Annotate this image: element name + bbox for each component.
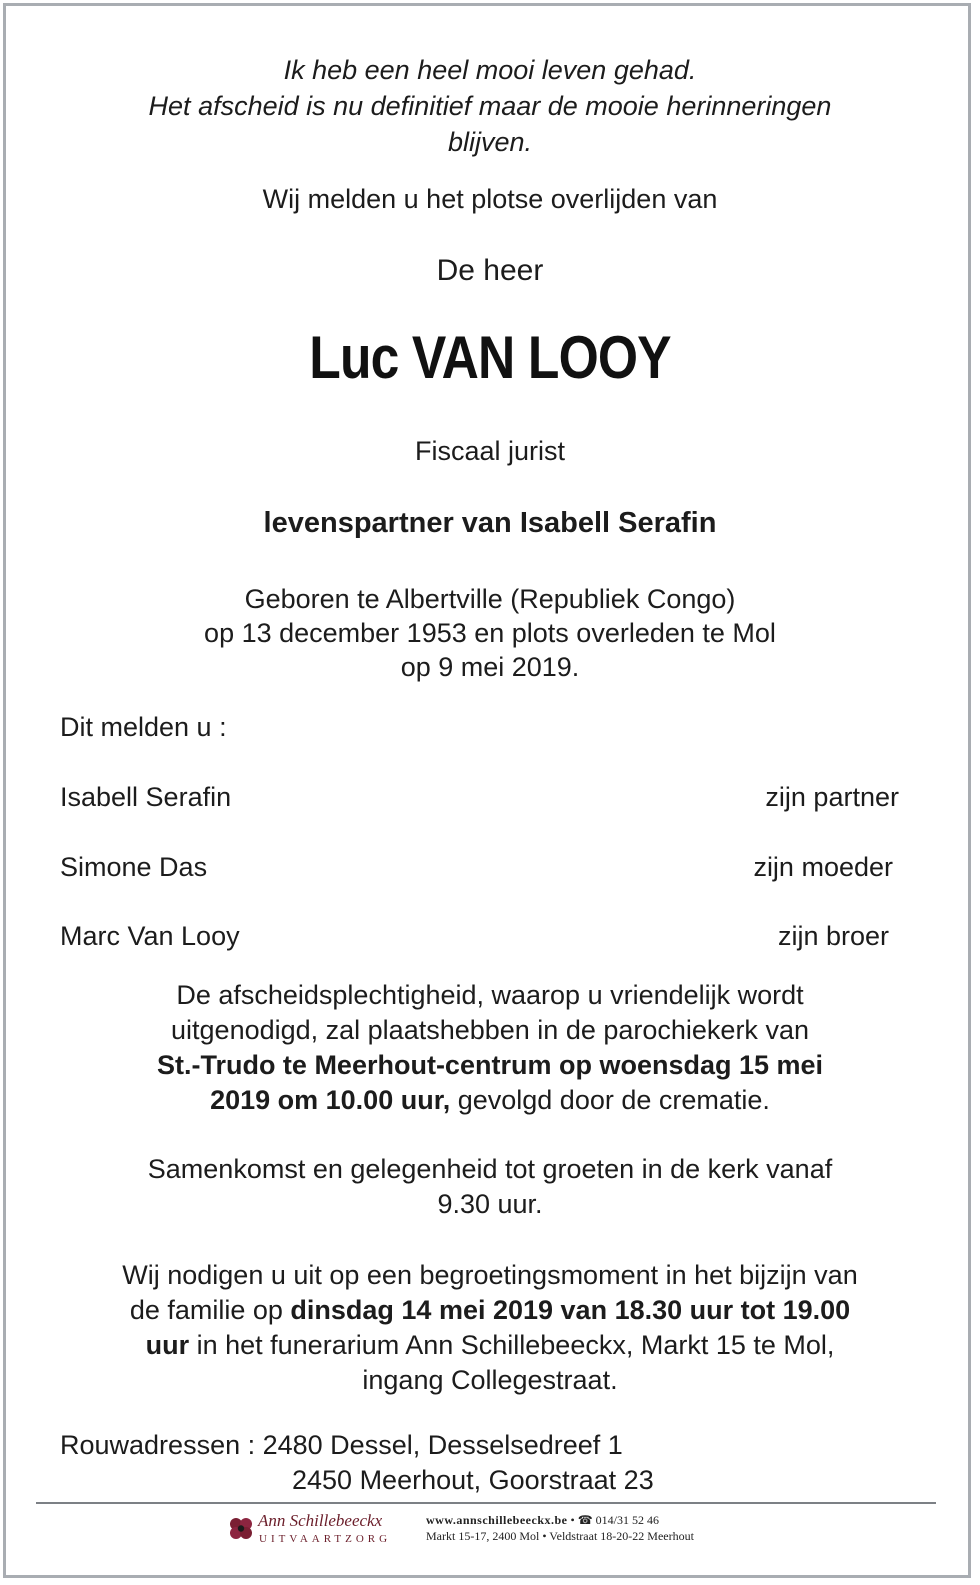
mourner-name: Isabell Serafin <box>60 782 232 812</box>
ceremony-cremation: gevolgd door de crematie. <box>450 1085 770 1115</box>
ceremony-paragraph <box>30 978 950 1118</box>
visitation-line <box>30 1328 950 1363</box>
mourner-relation: zijn partner <box>765 782 899 812</box>
partner-line: levenspartner van Isabell Serafin <box>263 507 717 539</box>
opening-quote <box>30 52 950 160</box>
quote-line: Ik heb een heel mooi leven gehad. <box>283 55 697 85</box>
footer-contact <box>426 1512 694 1544</box>
address: 2480 Dessel, Desselsedreef 1 <box>262 1430 623 1460</box>
addresses-first <box>60 1428 623 1463</box>
ceremony-line <box>30 1083 950 1118</box>
profession: Fiscaal jurist <box>414 436 566 466</box>
mourner-relation: zijn moeder <box>753 852 893 882</box>
footer-address: Markt 15-17, 2400 Mol • Veldstraat 18-20-22 Meerhout <box>426 1529 694 1543</box>
brand-name: Ann Schillebeeckx <box>258 1511 383 1530</box>
visitation-line: ingang Collegestraat. <box>362 1365 618 1395</box>
visitation-line: Wij nodigen u uit op een begroetingsmoment in het bijzijn van <box>122 1260 858 1290</box>
gathering-paragraph <box>30 1152 950 1222</box>
visitation-paragraph <box>30 1258 950 1398</box>
announcement: Wij melden u het plotse overlijden van <box>262 184 718 214</box>
phone-number: • ☎ 014/31 52 46 <box>570 1513 659 1527</box>
contact-line <box>426 1512 694 1528</box>
ceremony-time: 2019 om 10.00 uur, <box>210 1085 451 1115</box>
mourner-relation: zijn broer <box>777 921 889 951</box>
mourner-name: Marc Van Looy <box>60 921 240 951</box>
addresses-label: Rouwadressen : <box>60 1430 263 1460</box>
poppy-icon <box>228 1515 254 1541</box>
birth-line: Geboren te Albertville (Republiek Congo) <box>244 584 736 614</box>
footer-divider <box>36 1502 936 1504</box>
visitation-time: dinsdag 14 mei 2019 van 18.30 uur tot 19.00 <box>290 1295 851 1325</box>
deceased-name: Luc VAN LOOY <box>309 324 671 391</box>
quote-line: blijven. <box>447 127 533 157</box>
salutation: De heer <box>436 254 544 287</box>
address: 2450 Meerhout, Goorstraat 23 <box>292 1465 654 1495</box>
ceremony-line: uitgenodigd, zal plaatshebben in de parochiekerk van <box>171 1015 809 1045</box>
mourners-intro: Dit melden u : <box>60 712 227 742</box>
quote-line: Het afscheid is nu definitief maar de mooie herinneringen <box>148 91 832 121</box>
visitation-line <box>30 1293 950 1328</box>
visitation-location: in het funerarium Ann Schillebeeckx, Markt 15 te Mol, <box>189 1330 835 1360</box>
gathering-line: 9.30 uur. <box>437 1189 543 1219</box>
ceremony-line: St.-Trudo te Meerhout-centrum op woensdag 15 mei <box>156 1050 824 1080</box>
birth-details <box>30 582 950 684</box>
brand-subtitle: UITVAARTZORG <box>259 1533 392 1545</box>
gathering-line: Samenkomst en gelegenheid tot groeten in de kerk vanaf <box>147 1154 833 1184</box>
visitation-time-end: uur <box>145 1330 190 1360</box>
visitation-pre: de familie op <box>129 1295 291 1325</box>
mourner-name: Simone Das <box>60 852 208 882</box>
birth-line: op 13 december 1953 en plots overleden te Mol <box>204 618 776 648</box>
birth-line: op 9 mei 2019. <box>400 652 580 682</box>
website-link[interactable]: www.annschillebeeckx.be <box>426 1513 568 1527</box>
ceremony-line: De afscheidsplechtigheid, waarop u vriendelijk wordt <box>176 980 804 1010</box>
